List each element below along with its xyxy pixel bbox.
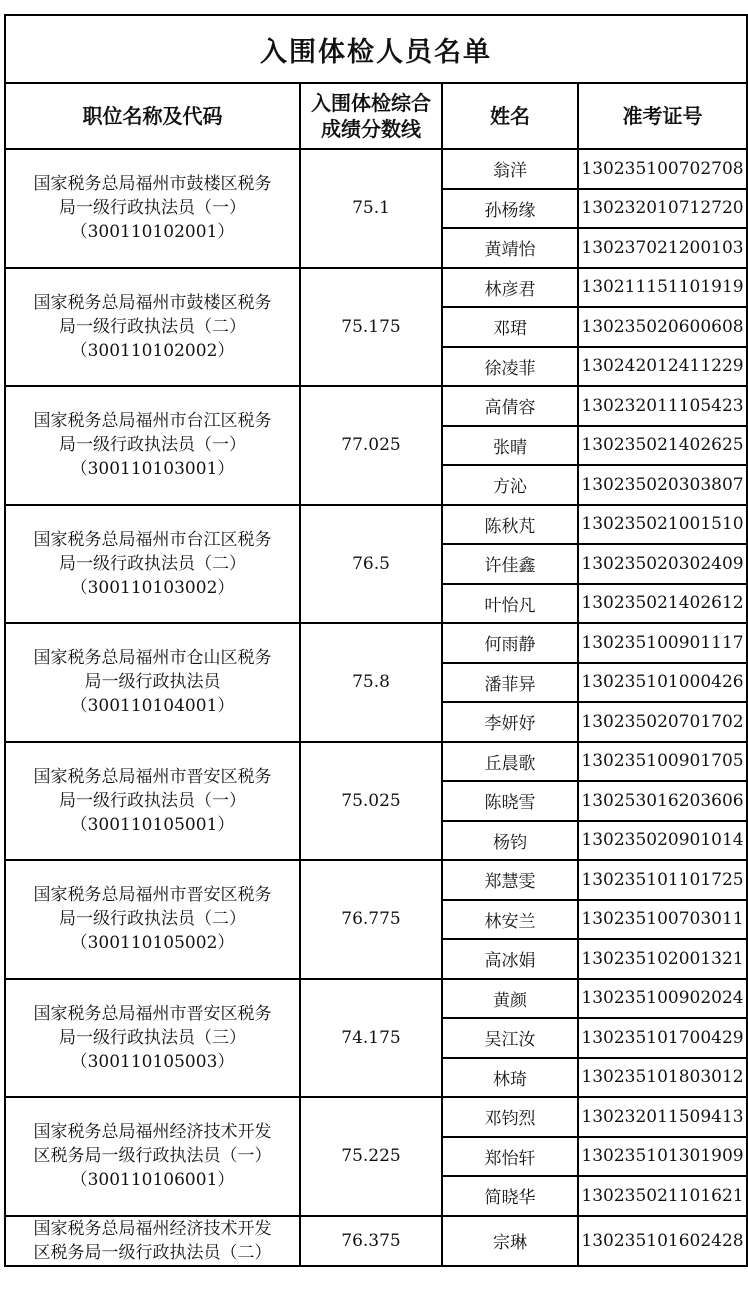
exam-number: 130237021200103 bbox=[578, 228, 747, 268]
position-pos-line1: 国家税务总局福州市台江区税务 bbox=[33, 411, 272, 432]
candidate-name: 孙杨缘 bbox=[442, 189, 578, 229]
candidate-name: 杨钧 bbox=[442, 821, 578, 861]
exam-number: 130235021101621 bbox=[578, 1176, 747, 1216]
position-pos-code: （300110104001） bbox=[70, 696, 235, 717]
position-cell bbox=[5, 386, 300, 505]
exam-number: 130235100702708 bbox=[578, 149, 747, 189]
position-pos-code: （300110102002） bbox=[70, 340, 235, 361]
exam-number: 130235101602428 bbox=[578, 1216, 747, 1266]
position-cell bbox=[5, 860, 300, 979]
position-pos-code: （300110106001） bbox=[70, 1170, 235, 1191]
exam-number: 130235020302409 bbox=[578, 544, 747, 584]
table-row bbox=[5, 623, 747, 663]
exam-number: 130235101803012 bbox=[578, 1058, 747, 1098]
table-row bbox=[5, 742, 747, 782]
exam-number: 130232011105423 bbox=[578, 386, 747, 426]
score-line-cell: 75.225 bbox=[300, 1097, 442, 1216]
candidate-name: 高冰娟 bbox=[442, 939, 578, 979]
position-cell bbox=[5, 1216, 300, 1266]
score-line-cell: 75.1 bbox=[300, 149, 442, 268]
table-row bbox=[5, 386, 747, 426]
exam-number: 130235020901014 bbox=[578, 821, 747, 861]
candidate-name: 郑怡轩 bbox=[442, 1137, 578, 1177]
score-line-cell: 77.025 bbox=[300, 386, 442, 505]
exam-number: 130232010712720 bbox=[578, 189, 747, 229]
candidate-name: 宗琳 bbox=[442, 1216, 578, 1266]
exam-number: 130235020701702 bbox=[578, 702, 747, 742]
header-score-line1: 入围体检综合 bbox=[311, 91, 431, 115]
position-pos-code: （300110105003） bbox=[70, 1051, 235, 1072]
exam-number: 130235021402625 bbox=[578, 426, 747, 466]
exam-number: 130232011509413 bbox=[578, 1097, 747, 1137]
position-pos-code: （300110105001） bbox=[70, 814, 235, 835]
candidate-name: 翁洋 bbox=[442, 149, 578, 189]
score-line-cell: 75.025 bbox=[300, 742, 442, 861]
position-pos-code: （300110102001） bbox=[70, 222, 235, 243]
candidate-name: 叶怡凡 bbox=[442, 584, 578, 624]
exam-number: 130235020600608 bbox=[578, 307, 747, 347]
header-exam-number: 准考证号 bbox=[578, 83, 747, 149]
candidate-name: 邓珺 bbox=[442, 307, 578, 347]
candidate-name: 陈晓雪 bbox=[442, 781, 578, 821]
exam-number: 130235021402612 bbox=[578, 584, 747, 624]
position-pos-line2: 局一级行政执法员（一） bbox=[59, 435, 246, 456]
header-name: 姓名 bbox=[442, 83, 578, 149]
exam-number: 130235101101725 bbox=[578, 860, 747, 900]
position-pos-line1: 国家税务总局福州市晋安区税务 bbox=[33, 885, 272, 906]
position-cell bbox=[5, 742, 300, 861]
exam-number: 130235101301909 bbox=[578, 1137, 747, 1177]
exam-number: 130235101000426 bbox=[578, 663, 747, 703]
position-pos-line1: 国家税务总局福州市晋安区税务 bbox=[33, 1003, 272, 1024]
candidate-name: 黄颜 bbox=[442, 979, 578, 1019]
position-cell bbox=[5, 1097, 300, 1216]
exam-number: 130211151101919 bbox=[578, 268, 747, 308]
candidate-name: 林琦 bbox=[442, 1058, 578, 1098]
table-row bbox=[5, 1216, 747, 1266]
candidate-name: 何雨静 bbox=[442, 623, 578, 663]
position-pos-line1: 国家税务总局福州市晋安区税务 bbox=[33, 766, 272, 787]
candidate-name: 许佳鑫 bbox=[442, 544, 578, 584]
candidate-name: 陈秋芃 bbox=[442, 505, 578, 545]
position-pos-line2: 局一级行政执法员（三） bbox=[59, 1027, 246, 1048]
position-cell bbox=[5, 505, 300, 624]
candidate-name: 方沁 bbox=[442, 465, 578, 505]
table-row bbox=[5, 979, 747, 1019]
position-cell bbox=[5, 623, 300, 742]
position-cell bbox=[5, 268, 300, 387]
exam-number: 130235020303807 bbox=[578, 465, 747, 505]
candidate-name: 张晴 bbox=[442, 426, 578, 466]
position-pos-line1: 国家税务总局福州市鼓楼区税务 bbox=[33, 292, 272, 313]
candidate-name: 林彦君 bbox=[442, 268, 578, 308]
position-pos-line1: 国家税务总局福州经济技术开发 bbox=[33, 1218, 272, 1239]
score-line-cell: 76.775 bbox=[300, 860, 442, 979]
table-row bbox=[5, 149, 747, 189]
position-pos-line2: 局一级行政执法员 bbox=[84, 672, 221, 693]
candidate-name: 潘菲异 bbox=[442, 663, 578, 703]
header-row bbox=[5, 83, 747, 149]
position-pos-line2: 局一级行政执法员（二） bbox=[59, 553, 246, 574]
candidate-name: 林安兰 bbox=[442, 900, 578, 940]
candidate-name: 黄靖怡 bbox=[442, 228, 578, 268]
position-pos-code: （300110103002） bbox=[70, 577, 235, 598]
table-row bbox=[5, 1097, 747, 1137]
candidate-name: 邓钧烈 bbox=[442, 1097, 578, 1137]
candidate-name: 简晓华 bbox=[442, 1176, 578, 1216]
position-cell bbox=[5, 979, 300, 1098]
position-pos-line1: 国家税务总局福州经济技术开发 bbox=[33, 1122, 272, 1143]
header-position: 职位名称及代码 bbox=[5, 83, 300, 149]
position-pos-line2: 局一级行政执法员（一） bbox=[59, 790, 246, 811]
position-pos-code: （300110103001） bbox=[70, 459, 235, 480]
exam-number: 130235021001510 bbox=[578, 505, 747, 545]
score-line-cell: 76.5 bbox=[300, 505, 442, 624]
position-pos-line2: 局一级行政执法员（一） bbox=[59, 198, 246, 219]
position-pos-line1: 国家税务总局福州市仓山区税务 bbox=[33, 648, 272, 669]
candidate-list-table bbox=[4, 14, 748, 1267]
position-cell bbox=[5, 149, 300, 268]
exam-number: 130242012411229 bbox=[578, 347, 747, 387]
candidate-name: 高倩容 bbox=[442, 386, 578, 426]
position-pos-line2: 局一级行政执法员（二） bbox=[59, 316, 246, 337]
position-pos-line2: 区税务局一级行政执法员（一） bbox=[33, 1146, 272, 1167]
table-row bbox=[5, 860, 747, 900]
candidate-name: 吴江汝 bbox=[442, 1018, 578, 1058]
exam-number: 130235102001321 bbox=[578, 939, 747, 979]
exam-number: 130235100901705 bbox=[578, 742, 747, 782]
candidate-name: 李妍妤 bbox=[442, 702, 578, 742]
exam-number: 130253016203606 bbox=[578, 781, 747, 821]
candidate-name: 丘晨歌 bbox=[442, 742, 578, 782]
exam-number: 130235100902024 bbox=[578, 979, 747, 1019]
position-pos-line1: 国家税务总局福州市鼓楼区税务 bbox=[33, 174, 272, 195]
score-line-cell: 74.175 bbox=[300, 979, 442, 1098]
header-score-line2: 成绩分数线 bbox=[321, 117, 421, 141]
position-pos-line1: 国家税务总局福州市台江区税务 bbox=[33, 529, 272, 550]
score-line-cell: 75.8 bbox=[300, 623, 442, 742]
title-row bbox=[5, 15, 747, 83]
exam-number: 130235100703011 bbox=[578, 900, 747, 940]
exam-number: 130235101700429 bbox=[578, 1018, 747, 1058]
score-line-cell: 76.375 bbox=[300, 1216, 442, 1266]
position-pos-line2: 局一级行政执法员（二） bbox=[59, 909, 246, 930]
header-score-line bbox=[300, 83, 442, 149]
exam-number: 130235100901117 bbox=[578, 623, 747, 663]
table-row bbox=[5, 505, 747, 545]
position-pos-code: （300110105002） bbox=[70, 933, 235, 954]
score-line-cell: 75.175 bbox=[300, 268, 442, 387]
table-title: 入围体检人员名单 bbox=[5, 15, 747, 83]
candidate-name: 郑慧雯 bbox=[442, 860, 578, 900]
candidate-name: 徐凌菲 bbox=[442, 347, 578, 387]
table-row bbox=[5, 268, 747, 308]
position-pos-line2: 区税务局一级行政执法员（二） bbox=[33, 1242, 272, 1263]
